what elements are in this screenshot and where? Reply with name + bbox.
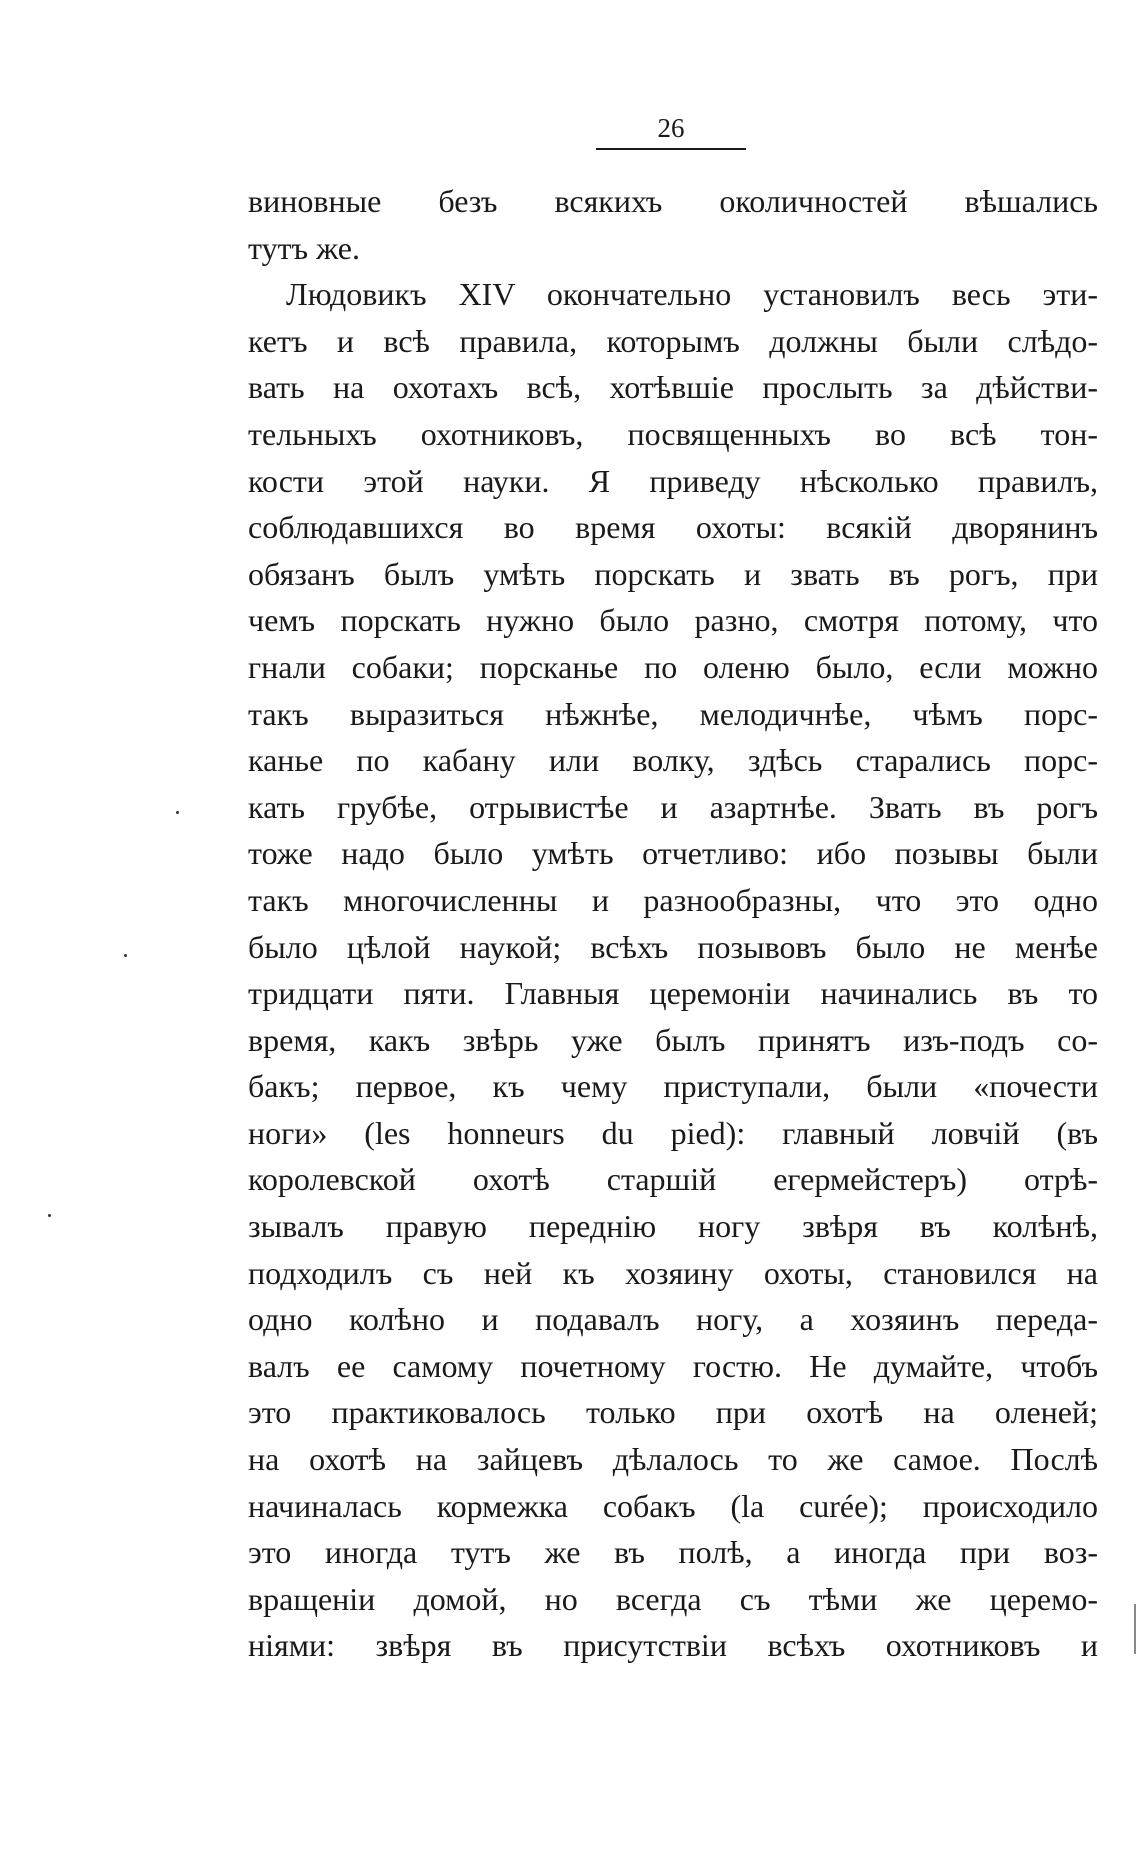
- text-line: зывалъ правую переднію ногу звѣря въ колѣнѣ,: [248, 1208, 1098, 1245]
- text-line: такъ выразиться нѣжнѣе, мелодичнѣе, чѣмъ порс-: [248, 695, 1098, 732]
- text-line: тельныхъ охотниковъ, посвященныхъ во всѣ тон-: [248, 415, 1098, 452]
- text-line: гнали собаки; порсканье по оленю было, если можно: [248, 648, 1098, 685]
- text-line: чемъ порскать нужно было разно, смотря потому, что: [248, 602, 1098, 639]
- body-text: [248, 178, 1098, 1669]
- page-number: 26: [657, 113, 685, 143]
- scan-edge-mark: [1134, 1604, 1136, 1654]
- scan-speck: [48, 1214, 51, 1217]
- text-line: бакъ; первое, къ чему приступали, были «почести: [248, 1068, 1098, 1105]
- text-line: канье по кабану или волку, здѣсь старались порс-: [248, 742, 1098, 779]
- text-line: это иногда тутъ же въ полѣ, а иногда при воз-: [248, 1534, 1098, 1571]
- text-line: виновные безъ всякихъ околичностей вѣшались: [248, 183, 1098, 219]
- text-line: вать на охотахъ всѣ, хотѣвшіе прослыть за дѣйстви-: [248, 369, 1098, 406]
- scan-speck: [124, 954, 127, 957]
- text-line: одно колѣно и подавалъ ногу, а хозяинъ переда-: [248, 1301, 1098, 1338]
- text-line: соблюдавшихся во время охоты: всякій дворянинъ: [248, 509, 1098, 546]
- text-line: кать грубѣе, отрывистѣе и азартнѣе. Звать въ рогъ: [248, 788, 1098, 825]
- text-line: валъ ее самому почетному гостю. Не думайте, чтобъ: [248, 1347, 1098, 1384]
- text-line: ніями: звѣря въ присутствіи всѣхъ охотниковъ и: [248, 1627, 1098, 1664]
- text-line: Людовикъ XIV окончательно установилъ весь эти-: [286, 276, 1098, 313]
- text-line: кетъ и всѣ правила, которымъ должны были слѣдо-: [248, 322, 1098, 359]
- text-line: тутъ же.: [248, 229, 360, 266]
- text-line: обязанъ былъ умѣть порскать и звать въ рогъ, при: [248, 555, 1098, 592]
- text-line: было цѣлой наукой; всѣхъ позывовъ было не менѣе: [248, 928, 1098, 965]
- text-line: на охотѣ на зайцевъ дѣлалось то же самое. Послѣ: [248, 1441, 1098, 1478]
- text-line: начиналась кормежка собакъ (la curée); происходило: [248, 1487, 1098, 1524]
- text-line: вращеніи домой, но всегда съ тѣми же церемо-: [248, 1580, 1098, 1617]
- text-line: тридцати пяти. Главныя церемоніи начинались въ то: [248, 975, 1098, 1012]
- text-line: время, какъ звѣрь уже былъ принятъ изъ-подъ со-: [248, 1021, 1098, 1058]
- text-line: тоже надо было умѣть отчетливо: ибо позывы были: [248, 835, 1098, 872]
- text-line: королевской охотѣ старшій егермейстеръ) отрѣ-: [248, 1161, 1098, 1198]
- text-line: такъ многочисленны и разнообразны, что это одно: [248, 881, 1098, 918]
- page-number-rule: [596, 148, 746, 150]
- scan-speck: [176, 811, 179, 814]
- text-line: кости этой науки. Я приведу нѣсколько правилъ,: [248, 462, 1098, 499]
- text-line: это практиковалось только при охотѣ на оленей;: [248, 1394, 1098, 1431]
- text-line: подходилъ съ ней къ хозяину охоты, становился на: [248, 1254, 1098, 1291]
- text-line: ноги» (les honneurs du pied): главный ловчій (въ: [248, 1114, 1098, 1151]
